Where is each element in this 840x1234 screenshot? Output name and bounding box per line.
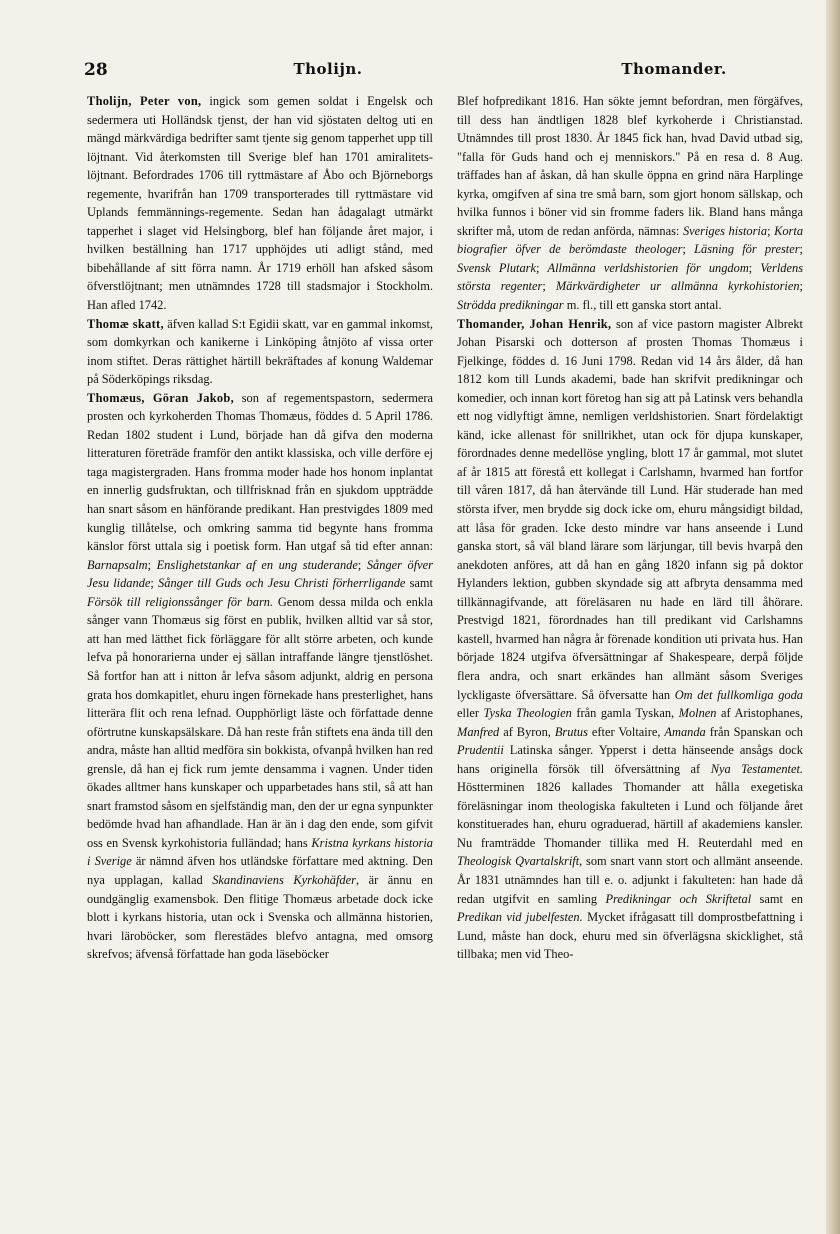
entry-thomaeus: Thomæus, Göran Jakob, son af regementspastorn, sedermera prosten och kyrkoherden Thomas Thomæus, föddes d. 5 April 1786. Redan 1802 student i Lund, började han då gifva den moderna litteraturen företräde framför den antikt klassiska, och ville derföre ej taga magistergraden. Hans fromma moder hade hos honom inplantat en innerlig gudsfruktan, och tillfrisknad från en sjukdom uppträdde han snart såsom en hänförande predikant. Han prestvigdes 1809 med kunglig tillåtelse, och omkring samma tid begynte hans fromma känslor först uttala sig i poetisk form. Han utgaf så tid efter annan: Barnapsalm; Enslighetstankar af en ung studerande; Sånger öfver Jesu lidande; Sånger till Guds och Jesu Christi förherrligande samt Försök till religionssånger för barn. Genom dessa milda och enkla sånger vann Thomæus sig först en publik, hvilken alltid var så stor, att han med lätthet fick förläggare för allt större arbeten, och kunde lefva på honorarierna under ej sällan intraffande längre tjenstlöshet. Så fortfor han att i nitton år lefva såsom adjunkt, aldrig en persona grata hos domkapitlet, ehuru ingen förnekade hans presterlighet, hans litterära flit och rena lefnad. Oupphörligt läste och författade denne oförtrutne kunskapsälskare. Då han reste från stiftets ena ända till den andra, måste han alltid medföra sin bokkista, ofvanpå hvilken han red grensle, då han ej fick rum jemte densamma i vagnen. Under tiden ökades alltmer hans kunskaper och upparbetades hans stil, så att han snart framstod såsom en sjelfständig man, den der ur egna synpunkter bedömde hvad han afhandlade. Han är än i dag den ende, som gifvit oss en Svensk kyrkohistoria fulländad; hans Kristna kyrkans historia i Sverige är nämnd äfven hos utländske författare med aktning. Den nya upplagan, kallad Skandinaviens Kyrkohäfder, är ännu en oundgänglig examensbok. Den flitige Thomæus arbetade dock icke blott i kyrkans historia, utan ock i Svenska och allmänna historien, hvari läroböcker, som flerestädes blefvo antagna, med omsorg skrefvos; äfvenså författade han goda läseböcker bbox=[87, 390, 433, 962]
page-header bbox=[84, 60, 810, 84]
running-head-left: Tholijn. bbox=[293, 60, 363, 78]
right-column bbox=[457, 92, 803, 964]
left-column bbox=[87, 92, 433, 964]
entry-headword: Thomander, Johan Henrik, bbox=[457, 316, 612, 331]
entry-thomander: Thomander, Johan Henrik, son af vice pastorn magister Albrekt Johan Pisarski och dotterson af prosten Thomas Thomæus i Fjelkinge, föddes d. 16 Juni 1798. Redan vid 14 års ålder, då han 1812 kom till Lunds akademi, bade han skrifvit predikningar och komedier, och innan kort företog han sig att på Latinsk vers behandla ett nog vidlyftigt ämne, nemligen verldshistorien. Snart fördelaktigt känd, icke allenast för snillrikhet, utan ock för djupa kunskaper, förordnades denne medellöse yngling, blott 17 år gammal, mot slutet af år 1815 att förestå ett kollegat i Carlshamn, hvarmed han fortfor till våren 1817, då han återvände till Lund. Här studerade han med största ifver, men brydde sig dock icke om, ehuru mångsidigt bildad, att låsa för graden. Icke desto mindre var hans anseende i Lund ganska stort, så väl bland lärare som lärjungar, till bevis hvarpå den anekdoten anföres, att då han en gång 1820 infann sig på doktor Hylanders lektion, gubben skyndade sig att afbryta densamma med tillkännagifvande, att föreläsaren nu hade en lärd till åhörare. Prestvigd 1821, förordnades han till predikant vid Carlshamns kastell, hvarmed han några år förenade kondition uti privata hus. Han började 1824 utgifva öfversättningar af Shakespeare, derpå följde flera andra, och snart erkändes han allmänt såsom Sveriges lyckligaste öfversättare. Så öfversatte han Om det fullkomliga goda eller Tyska Theologien från gamla Tyskan, Molnen af Aristophanes, Manfred af Byron, Brutus efter Voltaire, Amanda från Spanskan och Prudentii Latinska sånger. Ypperst i detta hänseende ansågs dock hans originella försök till öfversättning af Nya Testamentet. Höstterminen 1826 kallades Thomander att hålla exegetiska föreläsningar inom theologiska fakulteten i Lund och följande året konstituerades han, ehuru ograduerad, härtill af akademiens kansler. Nu framträdde Thomander tillika med H. Reuterdahl med en Theologisk Qvartalskrift, som snart vann stort och allmänt anseende. År 1831 utnämndes han till e. o. adjunkt i fakulteten: han hade då redan utgifvit en samling Predikningar och Skriftetal samt en Predikan vid jubelfesten. Mycket ifrågasatt till domprostbefattning i Lund, måste han dock, ehuru med sin öfverlägsna skicklighet, stå tillbaka; men vid Theo- bbox=[457, 316, 804, 962]
entry-tholijn: Tholijn, Peter von, ingick som gemen soldat i Engelsk och sedermera uti Holländsk tjenst, der han vid sjöstaten deltog uti en mängd märkvärdiga bedrifter samt tjente sig genom tapperhet upp till löjtnant. Vid återkomsten till Sverige blef han 1701 amiralitets-löjtnant. Befordrades 1706 till ryttmästare af Åbo och Björneborgs regemente, hvarifrån han 1709 transporterades till ryttmästare vid Uplands femmännings-regemente. Sedan han ådagalagt utmärkt tapperhet i slaget vid Helsingborg, blef han följande året major, i hvilken beställning han 1717 upphöjdes uti adligt stånd, med bibehållande af sitt förra namn. År 1719 erhöll han afsked såsom öfverstlöjtnant; men utnämndes 1728 till stadsmajor i Stockholm. Han afled 1742. bbox=[87, 94, 433, 313]
page-number: 28 bbox=[84, 60, 108, 80]
running-head-right: Thomander. bbox=[621, 60, 727, 78]
entry-thomae-skatt: Thomæ skatt, äfven kallad S:t Egidii skatt, var en gammal inkomst, som domkyrkan och kanikerne i Linköping åtnjöto af vissa orter inom stiftet. Deras rättighet härtill bekräftades af konung Waldemar på Söderköpings riksdag. bbox=[87, 316, 433, 387]
page-edge-shadow bbox=[826, 0, 840, 1234]
entry-headword: Tholijn, Peter von, bbox=[87, 94, 202, 108]
entry-headword: Thomæus, Göran Jakob, bbox=[87, 390, 234, 405]
entry-headword: Thomæ skatt, bbox=[87, 316, 164, 331]
entry-thomaeus-continued: Blef hofpredikant 1816. Han sökte jemnt befordran, men förgäfves, till dess han ändtligen 1828 blef kyrkoherde i Christianstad. Utnämndes till prost 1830. År 1845 fick han, hvad David utbad sig, "falla för Guds hand och ej menniskors." På en resa d. 8 Aug. träffades han af åskan, då han skulle öppna en grind nära Harplinge kyrka, omgifven af sina tre små barn, som gjort honom sällskap, och hvilka funnos i böner vid sin fromme faders lik. Bland hans många skrifter må, utom de redan anförda, nämnas: Sveriges historia; Korta biografier öfver de berömdaste theologer; Läsning för prester; Svensk Plutark; Allmänna verldshistorien för ungdom; Verldens största regenter; Märkvärdigheter ur allmänna kyrkohistorien; Strödda predikningar m. fl., till ett ganska stort antal. bbox=[457, 94, 804, 313]
